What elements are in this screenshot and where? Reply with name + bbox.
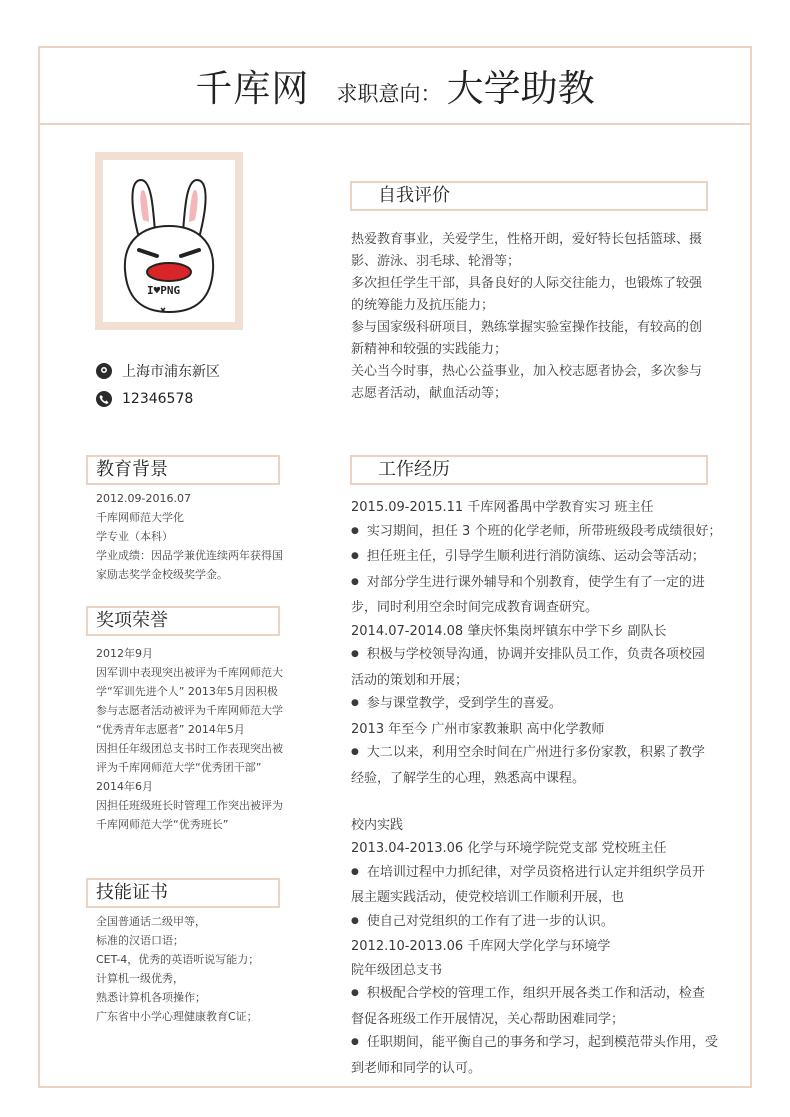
self-eval-line: 的统筹能力及抗压能力； <box>351 298 495 313</box>
work-line: 2014.07-2014.08 肇庆怀集岗坪镇东中学下乡 副队长 <box>351 623 667 639</box>
job-intention: 大学助教 <box>446 67 595 110</box>
skills-section <box>96 912 296 1026</box>
honors-section <box>96 644 296 834</box>
work-line: 2015.09-2015.11 千库网番禺中学教育实习 班主任 <box>351 500 654 515</box>
work-line: 督促各班级工作开展情况，关心帮助困难同学； <box>351 1011 625 1027</box>
work-line: 展主题实践活动，使党校培训工作顺利开展，也 <box>351 890 625 905</box>
work-line: 步，同时利用空余时间完成教育调查研究。 <box>351 600 599 615</box>
work-bullet-line: ● 在培训过程中力抓纪律，对学员资格进行认定并组织学员开 <box>351 861 731 887</box>
job-intention-label: 求职意向： <box>336 82 442 106</box>
honors-line: 评为千库网师范大学“优秀团干部” <box>96 761 262 774</box>
skills-line: 计算机一级优秀， <box>96 972 184 985</box>
work-line: 活动的策划和开展； <box>351 672 469 688</box>
self-eval-heading: 自我评价 <box>350 181 708 211</box>
self-eval-line: 志愿者活动，献血活动等； <box>351 386 508 401</box>
work-bullet-line: ● 实习期间，担任 3 个班的化学老师，所带班级段考成绩很好； <box>351 520 731 546</box>
work-heading: 工作经历 <box>350 455 708 485</box>
skills-line: 广东省中小学心理健康教育C证； <box>96 1010 258 1023</box>
education-heading: 教育背景 <box>86 455 280 485</box>
education-line: 学业成绩：因品学兼优连续两年获得国 <box>96 549 283 562</box>
page-title <box>0 58 790 112</box>
self-eval-section <box>351 229 731 405</box>
work-bullet-line: ● 积极与学校领导沟通，协调并安排队员工作，负责各项校园 <box>351 643 731 669</box>
honors-line: “优秀青年志愿者” 2014年5月 <box>96 723 245 736</box>
work-line: 经验，了解学生的心理，熟悉高中课程。 <box>351 770 586 786</box>
honors-heading: 奖项荣誉 <box>86 606 280 636</box>
education-line: 家励志奖学金校级奖学金。 <box>96 568 228 581</box>
self-eval-line: 参与国家级科研项目，熟练掌握实验室操作技能，有较高的创 <box>351 320 703 335</box>
education-section <box>96 489 296 584</box>
work-line: 院年级团总支书 <box>351 962 443 978</box>
honors-line: 因军训中表现突出被评为千库网师范大 <box>96 666 283 679</box>
honors-line: 2014年6月 <box>96 780 153 793</box>
phone-icon <box>96 391 112 407</box>
phone-text: 12346578 <box>122 391 194 407</box>
honors-line: 参与志愿者活动被评为千库网师范大学 <box>96 704 283 717</box>
skills-line: 熟悉计算机各项操作； <box>96 991 206 1004</box>
education-line: 千库网师范大学化 <box>96 511 184 524</box>
header-divider <box>38 123 752 125</box>
work-bullet-line: ● 任职期间，能平衡自己的事务和学习，起到模范带头作用，受 <box>351 1031 731 1057</box>
honors-line: 学“军训先进个人” 2013年5月因积极 <box>96 685 278 698</box>
work-bullet-line: ● 大二以来，利用空余时间在广州进行多份家教，积累了教学 <box>351 741 731 767</box>
self-eval-line: 关心当今时事，热心公益事业，加入校志愿者协会，多次参与 <box>351 364 703 379</box>
work-bullet-line: ● 担任班主任，引导学生顺利进行消防演练、运动会等活动； <box>351 545 731 571</box>
work-line: 2013.04-2013.06 化学与环境学院党支部 党校班主任 <box>351 841 667 856</box>
skills-line: 全国普通话二级甲等， <box>96 915 206 928</box>
honors-line: 因担任年级团总支书时工作表现突出被 <box>96 742 283 755</box>
photo-caption: I♥PNG <box>147 284 181 297</box>
self-eval-line: 热爱教育事业，关爱学生，性格开朗，爱好特长包括篮球、摄 <box>351 232 703 247</box>
honors-line: 因担任班级班长时管理工作突出被评为 <box>96 799 283 812</box>
work-section <box>351 496 731 1080</box>
self-eval-line: 新精神和较强的实践能力； <box>351 342 508 357</box>
work-line: 到老师和同学的认可。 <box>351 1060 482 1076</box>
skills-line: 标准的汉语口语； <box>96 934 184 947</box>
work-line: 2012.10-2013.06 千库网大学化学与环境学 <box>351 939 611 954</box>
skills-heading: 技能证书 <box>86 878 280 908</box>
location-pin-icon <box>96 363 112 379</box>
profile-photo-frame <box>95 152 243 330</box>
self-eval-line: 影、游泳、羽毛球、轮滑等； <box>351 254 521 269</box>
education-line: 2012.09-2016.07 <box>96 492 191 505</box>
work-line <box>351 790 731 814</box>
honors-line: 千库网师范大学“优秀班长” <box>96 818 229 831</box>
phone-row <box>96 391 193 407</box>
work-bullet-line: ● 积极配合学校的管理工作，组织开展各类工作和活动，检查 <box>351 982 731 1008</box>
bunny-illustration <box>103 160 235 322</box>
skills-line: CET-4，优秀的英语听说写能力； <box>96 953 260 966</box>
work-line: 2013 年至今 广州市家教兼职 高中化学教师 <box>351 721 605 737</box>
profile-photo <box>103 160 235 322</box>
applicant-name: 千库网 <box>195 67 310 110</box>
work-bullet-line: ● 使自己对党组织的工作有了进一步的认识。 <box>351 910 731 936</box>
address-row <box>96 361 220 381</box>
work-line: 校内实践 <box>351 817 404 833</box>
work-bullet-line: ● 参与课堂教学，受到学生的喜爱。 <box>351 692 731 718</box>
address-text: 上海市浦东新区 <box>122 364 220 380</box>
self-eval-line: 多次担任学生干部，具备良好的人际交往能力，也锻炼了较强 <box>351 276 703 291</box>
work-bullet-line: ● 对部分学生进行课外辅导和个别教育，使学生有了一定的进 <box>351 571 731 597</box>
honors-line: 2012年9月 <box>96 647 153 660</box>
education-line: 学专业（本科） <box>96 530 173 543</box>
